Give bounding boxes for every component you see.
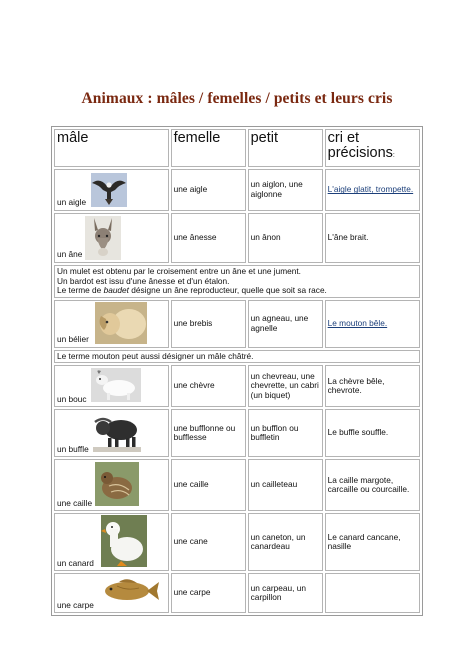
male-cell: [54, 459, 169, 511]
cry-cell: [325, 573, 420, 613]
cry-cell: Le buffle souffle.: [325, 409, 420, 457]
table-row: [54, 365, 420, 407]
male-cell: [54, 573, 169, 613]
note-line: Un mulet est obtenu par le croisement entre un âne et une jument.: [57, 266, 301, 276]
table-row: [54, 409, 420, 457]
young-cell: un aiglon, une aiglonne: [248, 169, 323, 211]
buffalo-icon: [93, 412, 141, 452]
male-label: un aigle: [57, 197, 87, 208]
male-cell: [54, 365, 169, 407]
young-cell: un carpeau, un carpillon: [248, 573, 323, 613]
goat-icon: [91, 368, 141, 402]
note-row: [54, 265, 420, 298]
header-cry-suffix: :: [392, 152, 395, 160]
header-cry-label: cri et précisions: [327, 130, 393, 162]
sheep-icon: [95, 302, 147, 344]
note-term-baudet: baudet: [103, 285, 129, 296]
female-cell: une chèvre: [171, 365, 246, 407]
table-row: [54, 213, 420, 263]
cry-cell: La caille margote, carcaille ou courcaille.: [325, 459, 420, 511]
table-row: [54, 513, 420, 571]
header-row: [54, 129, 420, 167]
young-cell: un chevreau, une chevrette, un cabri (un biquet): [248, 365, 323, 407]
note-sheep: Le terme mouton peut aussi désigner un mâle châtré.: [54, 350, 420, 364]
cry-cell: L'âne brait.: [325, 213, 420, 263]
young-cell: un ânon: [248, 213, 323, 263]
header-cry: [325, 129, 420, 167]
female-cell: une ânesse: [171, 213, 246, 263]
table-row: [54, 459, 420, 511]
carp-icon: [99, 576, 161, 606]
female-cell: une brebis: [171, 300, 246, 348]
female-cell: une carpe: [171, 573, 246, 613]
male-label: une carpe: [57, 599, 94, 610]
note-line: [57, 286, 417, 296]
male-cell: [54, 169, 169, 211]
note-line: Un bardot est issu d'une ânesse et d'un étalon.: [57, 275, 230, 286]
male-cell: [54, 300, 169, 348]
header-male: mâle: [54, 129, 169, 167]
cry-cell: La chèvre bêle, chevrote.: [325, 365, 420, 407]
male-label: un bélier: [57, 334, 89, 345]
young-cell: un cailleteau: [248, 459, 323, 511]
male-label: un bouc: [57, 393, 87, 404]
cry-link[interactable]: Le mouton bêle.: [327, 317, 388, 328]
male-cell: [54, 409, 169, 457]
male-label: un buffle: [57, 443, 89, 454]
page-title: Animaux : mâles / femelles / petits et leurs cris: [81, 90, 393, 107]
male-label: un âne: [57, 249, 83, 260]
duck-icon: [101, 515, 147, 567]
table-row: [54, 169, 420, 211]
table-row: [54, 300, 420, 348]
cry-link[interactable]: L'aigle glatit, trompette.: [327, 184, 414, 195]
female-cell: une cane: [171, 513, 246, 571]
note-donkey: [54, 265, 420, 298]
female-cell: une aigle: [171, 169, 246, 211]
note-row: [54, 350, 420, 364]
header-young: petit: [248, 129, 323, 167]
animals-table: [51, 126, 423, 616]
young-cell: un agneau, une agnelle: [248, 300, 323, 348]
male-cell: [54, 213, 169, 263]
male-label: un canard: [57, 557, 94, 568]
male-cell: [54, 513, 169, 571]
quail-icon: [95, 462, 139, 506]
female-cell: une caille: [171, 459, 246, 511]
female-cell: une bufflonne ou bufflesse: [171, 409, 246, 457]
donkey-icon: [85, 216, 121, 260]
cry-cell: [325, 300, 420, 348]
table-row: [54, 573, 420, 613]
young-cell: un bufflon ou buffletin: [248, 409, 323, 457]
note-text: désigne un âne reproducteur, quelle que soit sa race.: [128, 285, 327, 296]
cry-cell: [325, 169, 420, 211]
eagle-icon: [91, 173, 127, 207]
note-text: Le terme de: [57, 285, 104, 296]
male-label: une caille: [57, 497, 93, 508]
young-cell: un caneton, un canardeau: [248, 513, 323, 571]
cry-cell: Le canard cancane, nasille: [325, 513, 420, 571]
header-female: femelle: [171, 129, 246, 167]
